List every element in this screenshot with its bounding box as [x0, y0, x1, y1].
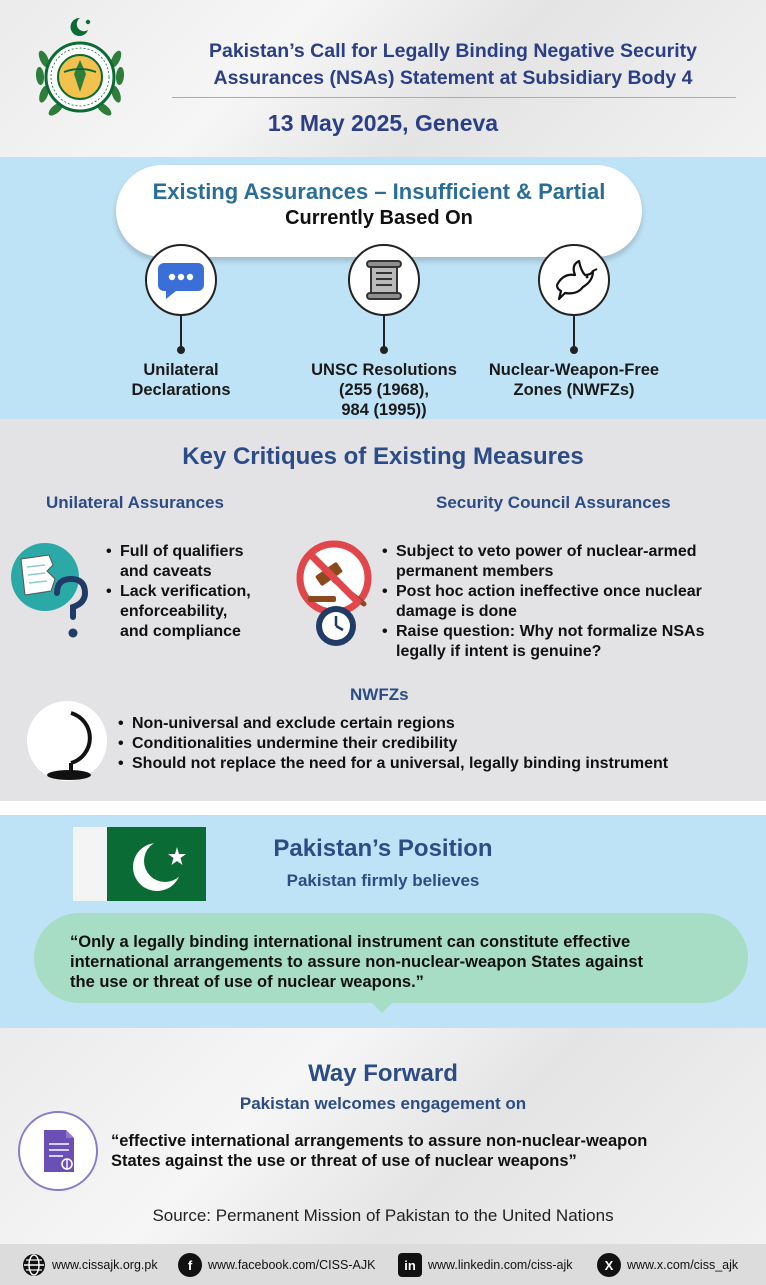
nwfz-critiques-list [118, 714, 758, 774]
list-item-text: and compliance [120, 623, 241, 640]
list-item: • Should not replace the need for a universal, legally binding instrument [118, 754, 758, 774]
quote-line: international arrangements to assure non-nuclear-weapon States against [70, 953, 644, 971]
page-title [150, 38, 756, 92]
source-citation: Source: Permanent Mission of Pakistan to the United Nations [152, 1206, 614, 1225]
quote-line: “Only a legally binding international instrument can constitute effective [70, 933, 631, 951]
footer-website-link[interactable] [22, 1253, 158, 1277]
list-item [382, 582, 758, 622]
connector-line [383, 316, 385, 350]
footer-linkedin-text: www.linkedin.com/ciss-ajk [428, 1258, 573, 1272]
list-item [106, 542, 296, 582]
connector-line [573, 316, 575, 350]
linkedin-icon: in [398, 1253, 422, 1277]
torn-paper-question-icon [9, 541, 93, 645]
list-item [106, 582, 296, 642]
unilateral-critiques-list [106, 542, 296, 642]
list-item-text: Subject to veto power of nuclear-armed [396, 543, 697, 560]
pakistan-welcomes-label: Pakistan welcomes engagement on [239, 1094, 527, 1113]
title-line-1: Pakistan’s Call for Legally Binding Negative Security [208, 40, 697, 62]
basis-label-line: Zones (NWFZs) [513, 381, 635, 399]
basis-nwfz [484, 244, 664, 400]
list-item-text: permanent members [396, 563, 554, 580]
basis-label-line: UNSC Resolutions [311, 361, 457, 379]
list-item-text: Lack verification, [120, 583, 251, 600]
basis-label-line: Declarations [131, 381, 231, 399]
basis-label [91, 360, 271, 400]
list-item: • Non-universal and exclude certain regions [118, 714, 758, 734]
footer-linkedin-link[interactable] [398, 1253, 572, 1277]
ciss-logo [28, 14, 132, 126]
scroll-icon [348, 244, 420, 316]
list-item-text: Raise question: Why not formalize NSAs [396, 623, 705, 640]
list-item: • Conditionalities undermine their credibility [118, 734, 758, 754]
way-forward-heading: Way Forward [308, 1060, 458, 1087]
x-icon: X [597, 1253, 621, 1277]
list-item [382, 542, 758, 582]
existing-assurances-heading: Existing Assurances – Insufficient & Partial [152, 179, 606, 204]
title-divider [172, 97, 736, 98]
list-item-text: Post hoc action ineffective once nuclear [396, 583, 702, 600]
basis-label-line: Unilateral [143, 361, 219, 379]
list-item-text: enforceability, [120, 603, 228, 620]
unilateral-assurances-title: Unilateral Assurances [46, 493, 224, 512]
list-item-text: legally if intent is genuine? [396, 643, 602, 660]
list-item-text: damage is done [396, 603, 517, 620]
header [0, 0, 766, 157]
list-item-text: and caveats [120, 563, 212, 580]
globe-icon [22, 1253, 46, 1277]
basis-label [484, 360, 664, 400]
security-council-critiques-list [382, 542, 758, 662]
footer-x-text: www.x.com/ciss_ajk [627, 1258, 739, 1272]
pakistan-position-section [0, 815, 766, 1028]
footer-facebook-text: www.facebook.com/CISS-AJK [208, 1258, 376, 1272]
pakistan-position-heading: Pakistan’s Position [273, 835, 493, 862]
list-item-text: Full of qualifiers [120, 543, 244, 560]
existing-assurances-section [0, 157, 766, 419]
title-line-2: Assurances (NSAs) Statement at Subsidiary Body 4 [213, 67, 693, 89]
quote-line: “effective international arrangements to assure non-nuclear-weapon [111, 1132, 648, 1150]
way-forward-section [0, 1028, 766, 1244]
footer-website-text: www.cissajk.org.pk [52, 1258, 158, 1272]
security-council-assurances-title: Security Council Assurances [436, 493, 671, 512]
footer-x-link[interactable] [597, 1253, 738, 1277]
pakistan-flag-icon [73, 827, 206, 901]
key-critiques-section [0, 419, 766, 801]
basis-unilateral-declarations [91, 244, 271, 400]
basis-unsc-resolutions [294, 244, 474, 420]
treaty-document-icon [18, 1111, 98, 1191]
dove-icon [538, 244, 610, 316]
position-quote [70, 932, 730, 992]
currently-based-on-label: Currently Based On [285, 207, 473, 229]
basis-label-line: Nuclear-Weapon-Free [488, 361, 660, 379]
connector-line [180, 316, 182, 350]
quote-line: the use or threat of use of nuclear weapons.” [70, 973, 424, 991]
pakistan-firmly-believes-label: Pakistan firmly believes [286, 871, 480, 890]
basis-label-line: (255 (1968), [339, 381, 429, 399]
way-forward-quote [111, 1131, 741, 1171]
facebook-icon: f [178, 1253, 202, 1277]
gavel-veto-clock-icon [294, 538, 386, 650]
basis-label [294, 360, 474, 420]
nwfzs-title: NWFZs [350, 685, 409, 704]
footer-facebook-link[interactable] [178, 1253, 375, 1277]
list-item [382, 622, 758, 662]
globe-stand-icon [25, 701, 109, 785]
quote-bubble-tail [370, 1001, 394, 1013]
date-location: 13 May 2025, Geneva [267, 110, 499, 136]
quote-line: States against the use or threat of use of nuclear weapons” [111, 1152, 577, 1170]
footer [0, 1244, 766, 1285]
speech-bubble-icon [145, 244, 217, 316]
basis-label-line: 984 (1995)) [341, 401, 427, 419]
key-critiques-heading: Key Critiques of Existing Measures [182, 443, 584, 470]
